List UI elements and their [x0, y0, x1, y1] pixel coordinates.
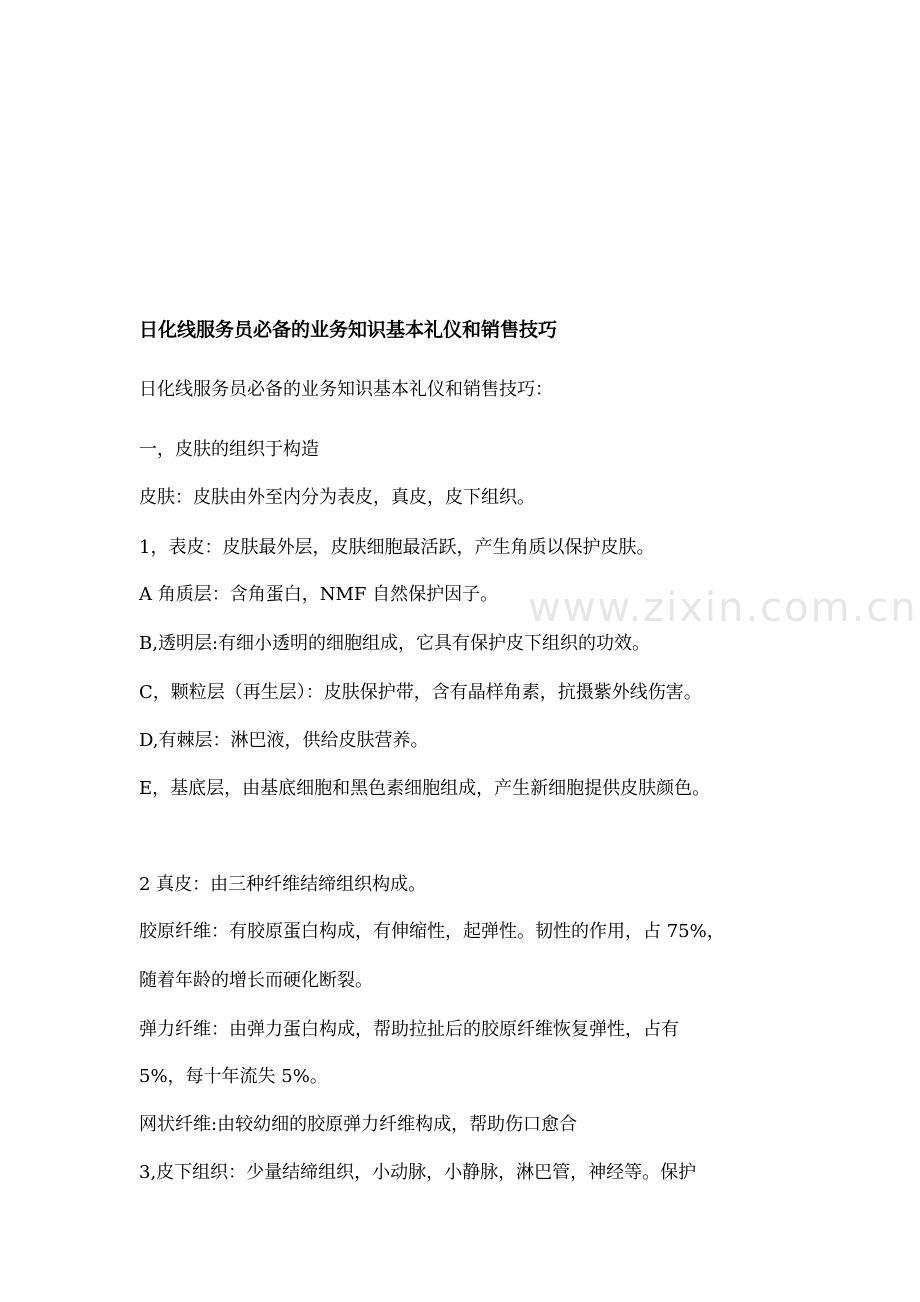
paragraph-line: 3,皮下组织：少量结缔组织，小动脉，小静脉，淋巴管，神经等。保护	[139, 1162, 697, 1183]
paragraph-line: 2 真皮：由三种纤维结缔组织构成。	[139, 874, 427, 895]
watermark: www.zixin.com.cn	[528, 585, 918, 631]
paragraph-line: 5%，每十年流失 5%。	[139, 1066, 328, 1087]
paragraph-line: D,有棘层：淋巴液，供给皮肤营养。	[139, 730, 429, 751]
paragraph-line: 1，表皮：皮肤最外层，皮肤细胞最活跃，产生角质以保护皮肤。	[139, 537, 655, 558]
paragraph-line: 胶原纤维：有胶原蛋白构成，有伸缩性，起弹性。韧性的作用，占 75%，	[139, 921, 725, 942]
paragraph-line: C，颗粒层（再生层）：皮肤保护带，含有晶样角素，抗摄紫外线伤害。	[139, 682, 702, 703]
paragraph-line: 弹力纤维：由弹力蛋白构成，帮助拉扯后的胶原纤维恢复弹性，占有	[139, 1019, 679, 1040]
paragraph-line: E，基底层，由基底细胞和黑色素细胞组成，产生新细胞提供皮肤颜色。	[139, 778, 711, 799]
paragraph-line: 皮肤：皮肤由外至内分为表皮，真皮，皮下组织。	[139, 487, 535, 508]
paragraph-line: B,透明层:有细小透明的细胞组成，它具有保护皮下组织的功效。	[139, 633, 651, 654]
paragraph-line: 网状纤维:由较幼细的胶原弹力纤维构成，帮助伤口愈合	[139, 1114, 578, 1135]
document-title: 日化线服务员必备的业务知识基本礼仪和销售技巧	[139, 319, 558, 341]
intro-line: 日化线服务员必备的业务知识基本礼仪和销售技巧：	[139, 379, 553, 400]
paragraph-line: 随着年龄的增长而硬化断裂。	[139, 970, 373, 991]
paragraph-line: A 角质层：含角蛋白，NMF 自然保护因子。	[139, 584, 499, 605]
section-heading: 一，皮肤的组织于构造	[139, 439, 319, 460]
